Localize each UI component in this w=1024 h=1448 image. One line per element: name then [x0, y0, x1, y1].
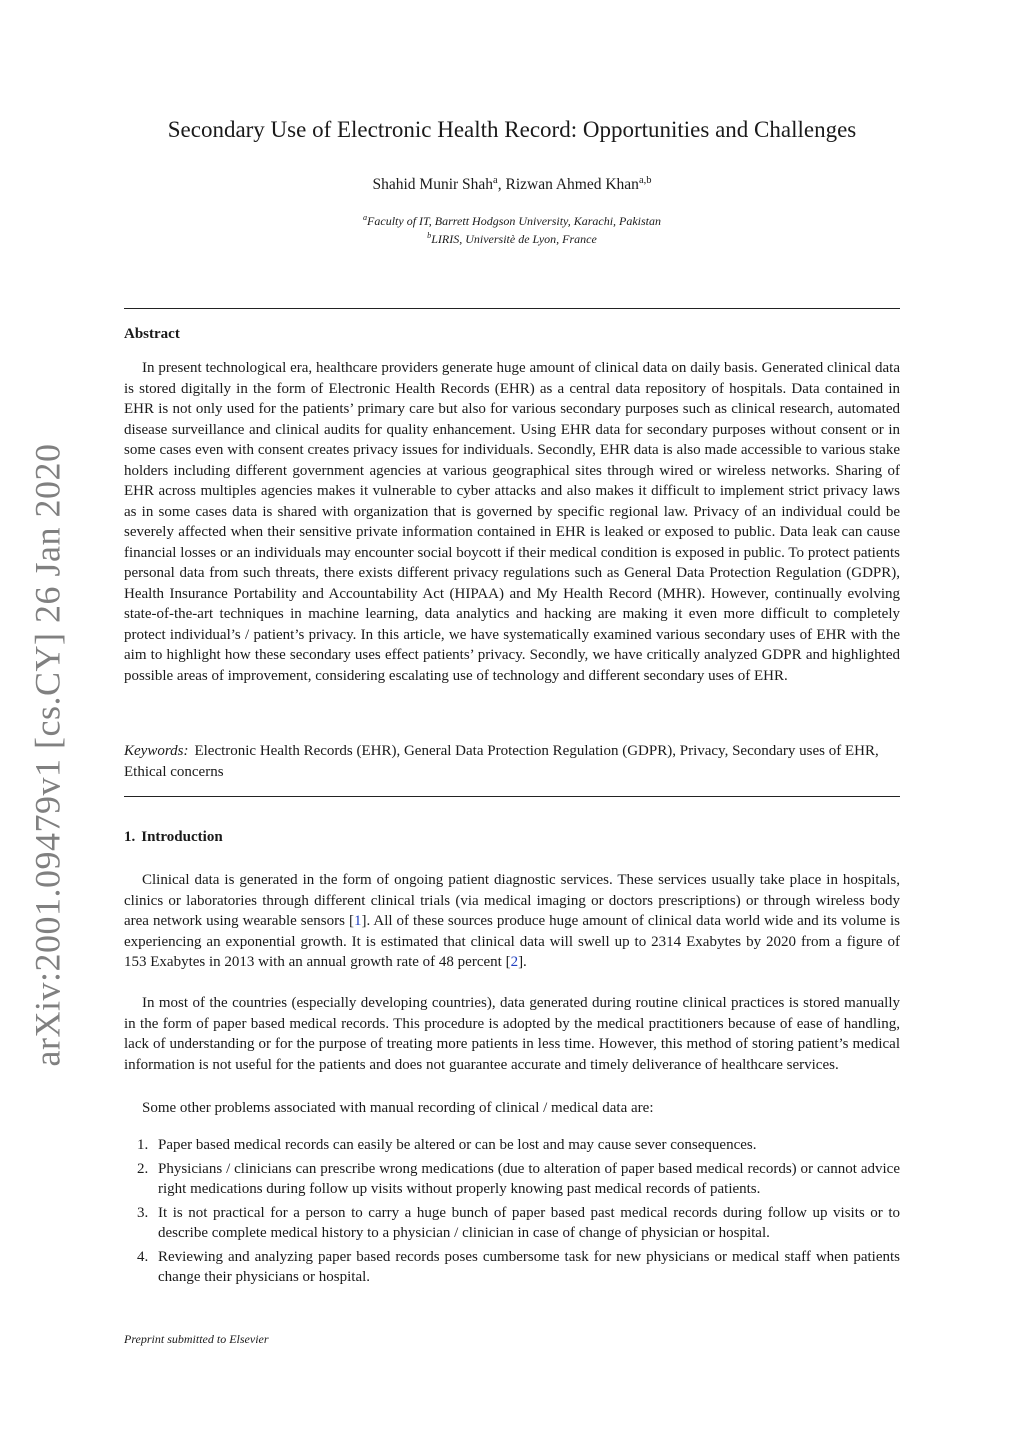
author-name: Rizwan Ahmed Khan	[505, 176, 639, 193]
list-item	[124, 1247, 900, 1288]
paragraph-text: ].	[518, 954, 527, 970]
affiliation-text: Faculty of IT, Barrett Hodgson University, Karachi, Pakistan	[367, 214, 662, 228]
list-item-text: It is not practical for a person to carry a huge bunch of paper based past medical records during follow up visits or to describe complete medical history to a physician / clinician in case of change of physician or hospital.	[158, 1204, 900, 1241]
author-name: Shahid Munir Shah	[372, 176, 494, 193]
section-number: 1.	[124, 829, 136, 845]
author-affiliation-mark: a,b	[638, 174, 652, 186]
affiliation-mark: b	[427, 231, 432, 240]
paragraph-text: Clinical data is generated in the form of ongoing patient diagnostic services. These services usually take place in hospitals, clinics or laboratories through different clinical trials (via medical imaging or doctors prescriptions) or through wireless body area network using wearable sensors [	[124, 872, 900, 929]
abstract-top-divider	[124, 308, 900, 309]
affiliation-b	[124, 232, 900, 247]
citation-link[interactable]: 1	[353, 913, 362, 929]
list-item-text: Paper based medical records can easily be altered or can be lost and may cause sever consequences.	[158, 1137, 757, 1153]
list-marker: 1.	[137, 1137, 149, 1153]
citation-link[interactable]: 2	[510, 954, 519, 970]
keywords-label: Keywords:	[124, 743, 189, 759]
list-marker: 3.	[137, 1204, 149, 1221]
list-marker: 4.	[137, 1248, 149, 1265]
affiliation-a	[124, 214, 900, 229]
section-heading-introduction	[124, 829, 223, 846]
arxiv-identifier-text: arXiv:2001.09479v1 [cs.CY] 26 Jan 2020	[27, 443, 67, 1067]
abstract-body: In present technological era, healthcare providers generate huge amount of clinical data on daily basis. Generated clinical data is stored digitally in the form of Electronic Health Records (EHR) as a central data repository of hospitals. Data contained in EHR is not only used for the patients’ primary care but also for various secondary purposes such as clinical research, automated disease surveillance and clinical audits for quality enhancement. Using EHR data for secondary purposes without consent or in some cases even with consent creates privacy issues for individuals. Secondly, EHR data is also made accessible to various stake holders including different government agencies at various geographical sites through wired or wireless networks. Sharing of EHR across multiples agencies makes it vulnerable to cyber attacks and also makes it difficult to implement strict privacy laws as in some cases data is shared with organization that is governed by specific regional law. Privacy of an individual could be severely affected when their sensitive private information contained in EHR is leaked or exposed to public. Data leak can cause financial losses or an individuals may encounter social boycott if their medical condition is exposed in public. To protect patients personal data from such threats, there exists different privacy regulations such as General Data Protection Regulation (GDPR), Health Insurance Portability and Accountability Act (HIPAA) and My Health Record (MHR). However, continually evolving state-of-the-art techniques in machine learning, data analytics and hacking are making it even more difficult to completely protect individual’s / patient’s privacy. In this article, we have systematically examined various secondary uses of EHR with the aim to highlight how these secondary uses effect patients’ privacy. Secondly, we have critically analyzed GDPR and highlighted possible areas of improvement, considering escalating use of technology and different secondary uses of EHR.	[124, 360, 900, 684]
author-line	[124, 176, 900, 194]
list-marker: 2.	[137, 1160, 149, 1177]
abstract-heading: Abstract	[124, 326, 180, 342]
list-item-text: Reviewing and analyzing paper based records poses cumbersome task for new physicians or medical staff when patients change their physicians or hospital.	[158, 1248, 900, 1285]
list-item	[124, 1135, 900, 1156]
paper-title: Secondary Use of Electronic Health Record: Opportunities and Challenges	[167, 117, 857, 142]
paragraph-text: ]. All of these sources produce huge amount of clinical data world wide and its volume is experiencing an exponential growth. It is estimated that clinical data will swell up to 2314 Exabytes by 2020 from a figure of 153 Exabytes in 2013 with an annual growth rate of 48 percent [	[124, 913, 900, 970]
abstract-bottom-divider	[124, 796, 900, 797]
intro-paragraph-1	[124, 870, 900, 973]
author-affiliation-mark: a	[493, 174, 498, 186]
problems-list	[124, 1135, 900, 1291]
affiliation-text: LIRIS, Universitè de Lyon, France	[431, 232, 597, 246]
preprint-footer: Preprint submitted to Elsevier	[124, 1332, 269, 1346]
section-title: Introduction	[141, 829, 223, 845]
author-separator: ,	[497, 176, 506, 193]
arxiv-identifier-stamp	[26, 443, 68, 1067]
keywords-text: Electronic Health Records (EHR), General Data Protection Regulation (GDPR), Privacy, Secondary uses of EHR, Ethical concerns	[124, 743, 879, 780]
list-item	[124, 1159, 900, 1200]
list-item	[124, 1203, 900, 1244]
intro-paragraph-2: In most of the countries (especially developing countries), data generated during routine clinical practices is stored manually in the form of paper based medical records. This procedure is adopted by the medical practitioners because of ease of handling, lack of understanding or for the purpose of treating more patients in less time. However, this method of storing patient’s medical information is not useful for the patients and does not guarantee accurate and timely deliverance of healthcare services.	[124, 995, 900, 1073]
list-item-text: Physicians / clinicians can prescribe wrong medications (due to alteration of paper based medical records) or cannot advice right medications during follow up visits without properly knowing past medical records of patients.	[158, 1160, 900, 1197]
keywords	[124, 741, 900, 782]
intro-paragraph-3: Some other problems associated with manual recording of clinical / medical data are:	[142, 1100, 654, 1116]
affiliation-mark: a	[362, 213, 368, 222]
